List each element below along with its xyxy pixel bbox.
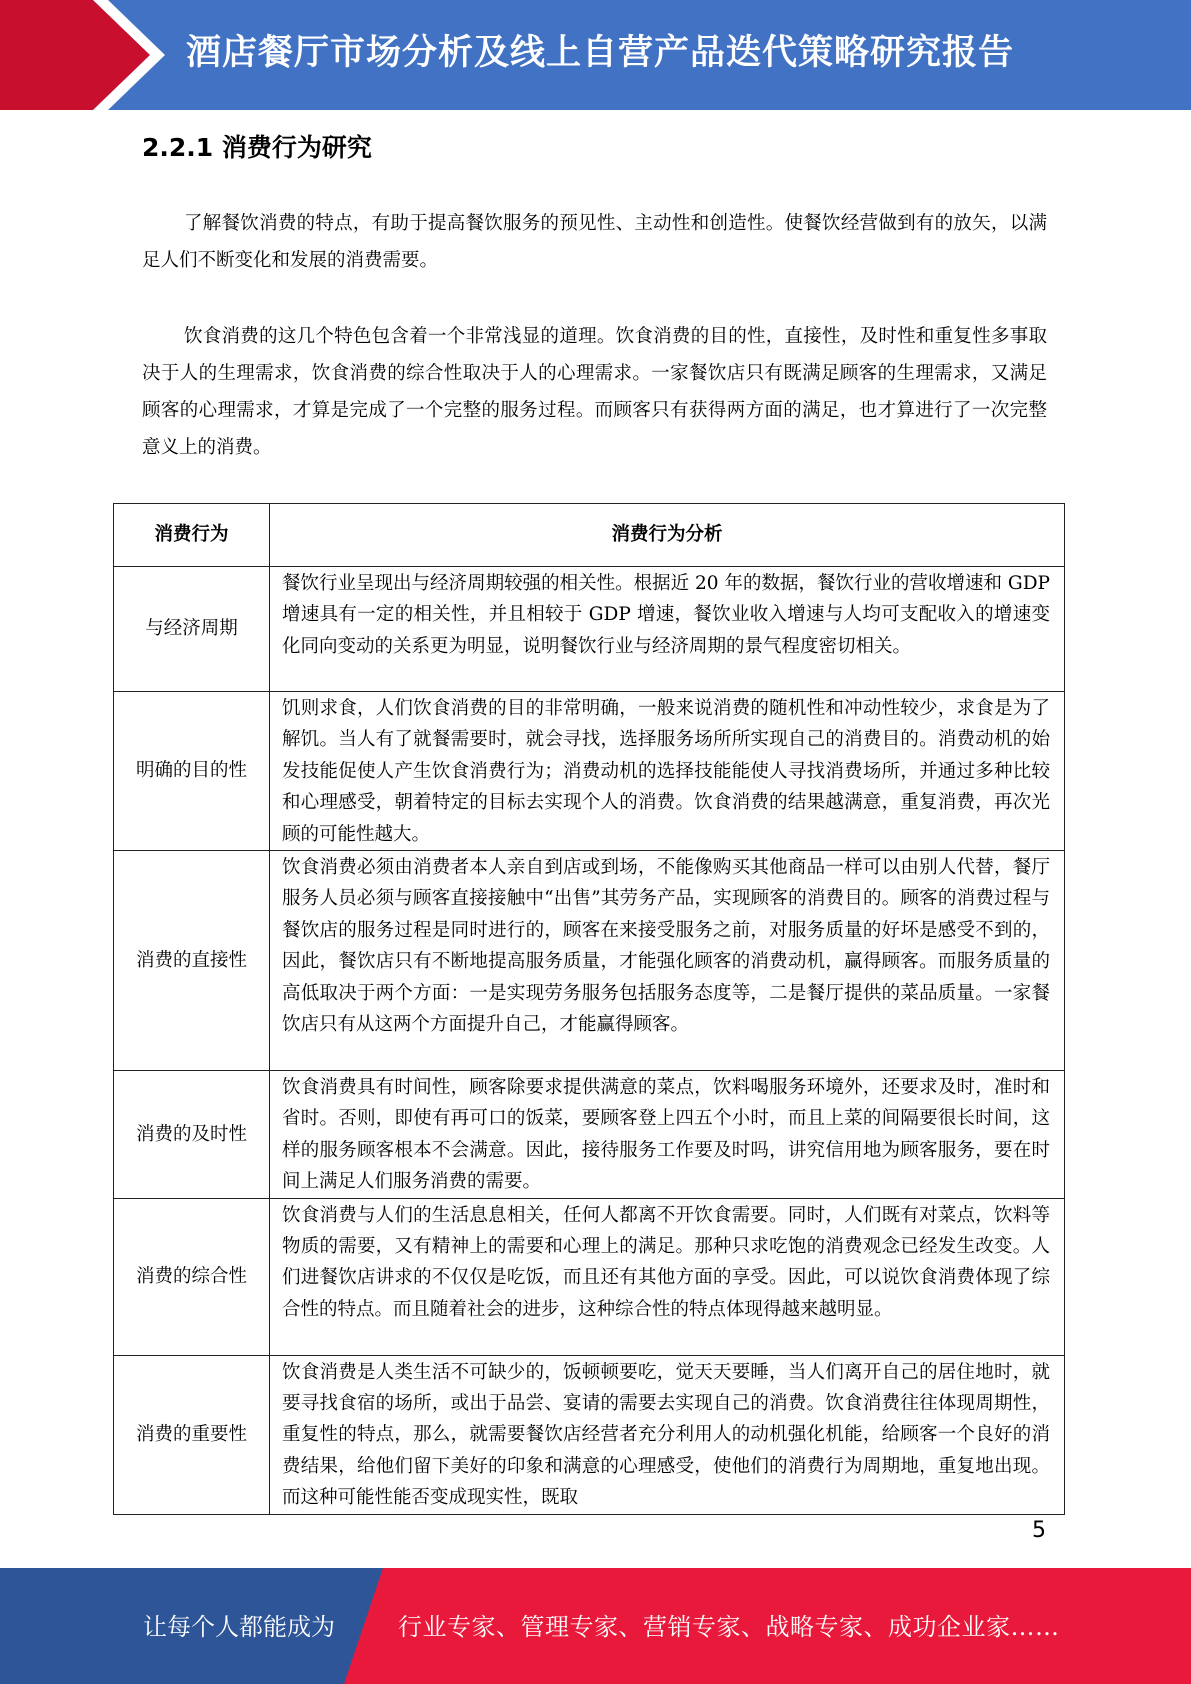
table-row (114, 692, 1065, 851)
column-header-behavior: 消费行为 (114, 504, 270, 567)
table-row (114, 567, 1065, 692)
behavior-cell: 与经济周期 (114, 567, 270, 692)
section-heading: 2.2.1 消费行为研究 (142, 133, 372, 162)
table-row (114, 1198, 1065, 1355)
behavior-cell: 明确的目的性 (114, 692, 270, 851)
table-row (114, 1071, 1065, 1199)
consumption-behavior-table (113, 503, 1065, 1515)
table-row (114, 1355, 1065, 1514)
report-title: 酒店餐厅市场分析及线上自营产品迭代策略研究报告 (186, 33, 1015, 73)
analysis-cell: 饮食消费必须由消费者本人亲自到店或到场，不能像购买其他商品一样可以由别人代替，餐厅服务人员必须与顾客直接接触中“出售”其劳务产品，实现顾客的消费目的。顾客的消费过程与餐饮店的服务过程是同时进行的，顾客在来接受服务之前，对服务质量的好坏是感受不到的，因此，餐饮店只有不断地提高服务质量，才能强化顾客的消费动机，赢得顾客。而服务质量的高低取决于两个方面：一是实现劳务服务包括服务态度等，二是餐厅提供的菜品质量。一家餐饮店只有从这两个方面提升自己，才能赢得顾客。 (270, 851, 1065, 1071)
footer-slogan-lead: 让每个人都能成为 (143, 1613, 335, 1641)
column-header-analysis: 消费行为分析 (270, 504, 1065, 567)
analysis-cell: 餐饮行业呈现出与经济周期较强的相关性。根据近 20 年的数据，餐饮行业的营收增速和 GDP 增速具有一定的相关性，并且相较于 GDP 增速，餐饮业收入增速与人均可支配收入的增速变化同向变动的关系更为明显，说明餐饮行业与经济周期的景气程度密切相关。 (270, 567, 1065, 692)
behavior-cell: 消费的重要性 (114, 1355, 270, 1514)
analysis-cell: 饥则求食，人们饮食消费的目的非常明确，一般来说消费的随机性和冲动性较少，求食是为了解饥。当人有了就餐需要时，就会寻找，选择服务场所所实现自己的消费目的。消费动机的始发技能促使人产生饮食消费行为；消费动机的选择技能能使人寻找消费场所，并通过多种比较和心理感受，朝着特定的目标去实现个人的消费。饮食消费的结果越满意，重复消费，再次光顾的可能性越大。 (270, 692, 1065, 851)
page-header (0, 0, 1191, 110)
analysis-cell: 饮食消费与人们的生活息息相关，任何人都离不开饮食需要。同时，人们既有对菜点，饮料等物质的需要，又有精神上的需要和心理上的满足。那种只求吃饱的消费观念已经发生改变。人们进餐饮店讲求的不仅仅是吃饭，而且还有其他方面的享受。因此，可以说饮食消费体现了综合性的特点。而且随着社会的进步，这种综合性的特点体现得越来越明显。 (270, 1198, 1065, 1355)
analysis-cell: 饮食消费是人类生活不可缺少的，饭顿顿要吃，觉天天要睡，当人们离开自己的居住地时，就要寻找食宿的场所，或出于品尝、宴请的需要去实现自己的消费。饮食消费往往体现周期性，重复性的特点，那么，就需要餐饮店经营者充分利用人的动机强化机能，给顾客一个良好的消费结果，给他们留下美好的印象和满意的心理感受，使他们的消费行为周期地，重复地出现。而这种可能性能否变成现实性，既取 (270, 1355, 1065, 1514)
table-row (114, 851, 1065, 1071)
analysis-cell: 饮食消费具有时间性，顾客除要求提供满意的菜点，饮料喝服务环境外，还要求及时，准时和省时。否则，即使有再可口的饭菜，要顾客登上四五个小时，而且上菜的间隔要很长时间，这样的服务顾客根本不会满意。因此，接待服务工作要及时吗，讲究信用地为顾客服务，要在时间上满足人们服务消费的需要。 (270, 1071, 1065, 1199)
footer-slogan-roles: 行业专家、管理专家、营销专家、战略专家、成功企业家…… (398, 1613, 1060, 1641)
page-footer (0, 1568, 1191, 1684)
behavior-cell: 消费的直接性 (114, 851, 270, 1071)
page-number: 5 (1032, 1518, 1046, 1543)
body-paragraph: 饮食消费的这几个特色包含着一个非常浅显的道理。饮食消费的目的性，直接性，及时性和重复性多事取决于人的生理需求，饮食消费的综合性取决于人的心理需求。一家餐饮店只有既满足顾客的生理需求，又满足顾客的心理需求，才算是完成了一个完整的服务过程。而顾客只有获得两方面的满足，也才算进行了一次完整意义上的消费。 (142, 326, 1047, 458)
behavior-cell: 消费的综合性 (114, 1198, 270, 1355)
intro-paragraph: 了解餐饮消费的特点，有助于提高餐饮服务的预见性、主动性和创造性。使餐饮经营做到有的放矢，以满足人们不断变化和发展的消费需要。 (142, 213, 1047, 271)
table-header-row (114, 504, 1065, 567)
behavior-cell: 消费的及时性 (114, 1071, 270, 1199)
